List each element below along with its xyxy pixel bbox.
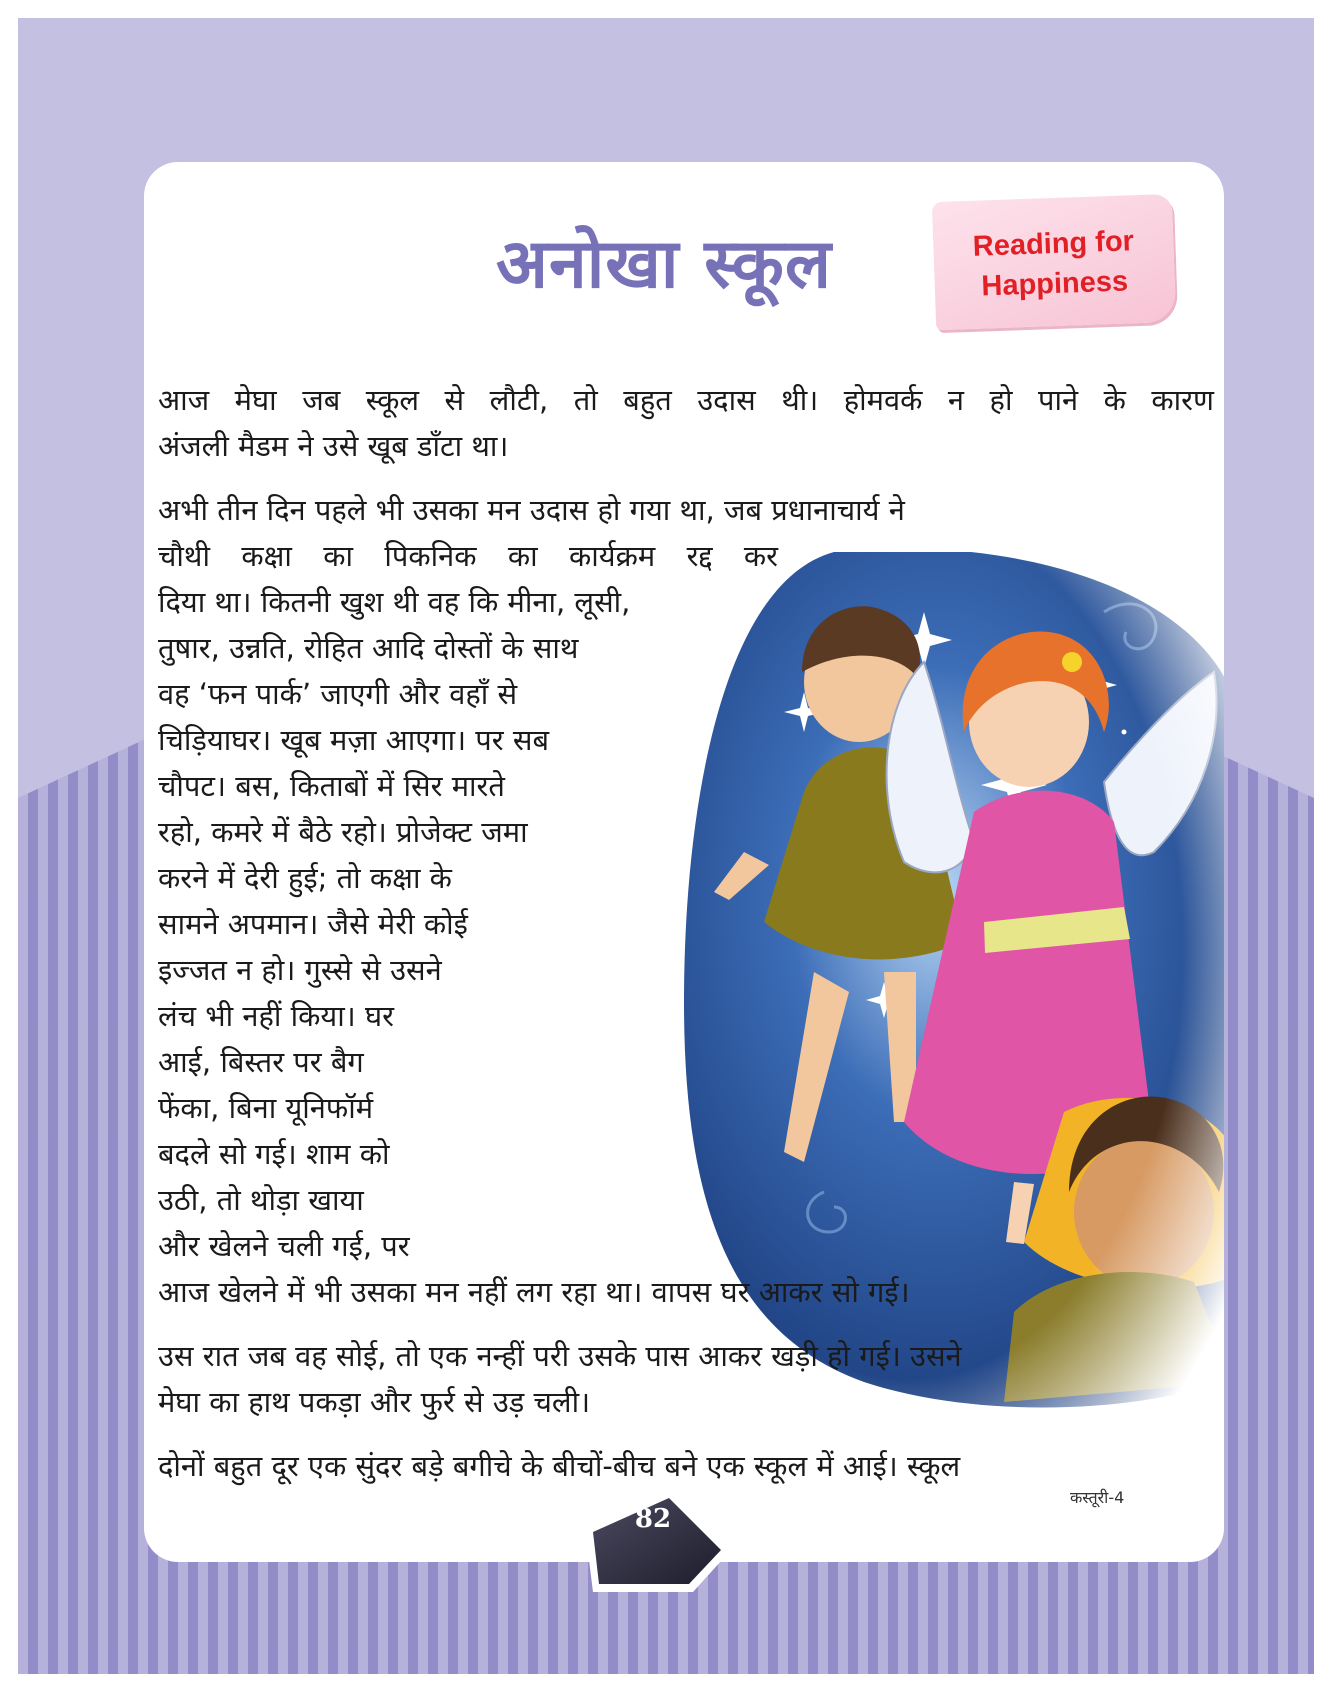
text-line: चौथी कक्षा का पिकनिक का कार्यक्रम रद्द कर (158, 539, 778, 573)
text-line: चौपट। बस, किताबों में सिर मारते (158, 769, 505, 803)
text-line: आज खेलने में भी उसका मन नहीं लग रहा था। वापस घर आकर सो गई। (158, 1275, 910, 1309)
text-line: सामने अपमान। जैसे मेरी कोई (158, 907, 468, 941)
reading-badge (932, 194, 1176, 330)
text-line: अंजली मैडम ने उसे खूब डाँटा था। (158, 429, 509, 463)
text-line: इज्जत न हो। गुस्से से उसने (158, 953, 442, 987)
text-line: उस रात जब वह सोई, तो एक नन्हीं परी उसके पास आकर खड़ी हो गई। उसने (158, 1339, 962, 1373)
text-line: चिड़ियाघर। खूब मज़ा आएगा। पर सब (158, 723, 550, 757)
book-label: कस्तूरी-4 (1070, 1488, 1125, 1507)
text-line: रहो, कमरे में बैठे रहो। प्रोजेक्ट जमा (158, 815, 528, 849)
text-line: लंच भी नहीं किया। घर (158, 999, 394, 1033)
text-line: वह ‘फन पार्क’ जाएगी और वहाँ से (158, 677, 518, 711)
text-line: मेघा का हाथ पकड़ा और फुर्र से उड़ चली। (158, 1385, 591, 1419)
text-line: करने में देरी हुई; तो कक्षा के (158, 861, 452, 895)
text-line: फेंका, बिना यूनिफॉर्म (158, 1091, 374, 1125)
text-line: उठी, तो थोड़ा खाया (158, 1183, 364, 1217)
text-line: दोनों बहुत दूर एक सुंदर बड़े बगीचे के बीचों-बीच बने एक स्कूल में आई। स्कूल (158, 1449, 961, 1483)
page-number: 82 (634, 1504, 672, 1534)
text-line: अभी तीन दिन पहले भी उसका मन उदास हो गया था, जब प्रधानाचार्य ने (158, 493, 905, 527)
text-line: तुषार, उन्नति, रोहित आदि दोस्तों के साथ (158, 631, 579, 665)
text-line: बदले सो गई। शाम को (158, 1137, 390, 1171)
badge-text (933, 220, 1176, 308)
text-line: दिया था। कितनी खुश थी वह कि मीना, लूसी, (158, 585, 631, 619)
badge-line-2: Happiness (980, 265, 1129, 303)
content-card (144, 162, 1224, 1562)
text-line: आई, बिस्तर पर बैग (158, 1045, 364, 1079)
text-line: और खेलने चली गई, पर (158, 1229, 410, 1263)
text-line: आज मेघा जब स्कूल से लौटी, तो बहुत उदास थी। होमवर्क न हो पाने के कारण (158, 383, 1214, 417)
page-frame (18, 18, 1314, 1674)
page-title: अनोखा स्कूल (496, 225, 832, 304)
badge-line-1: Reading for (972, 225, 1135, 263)
